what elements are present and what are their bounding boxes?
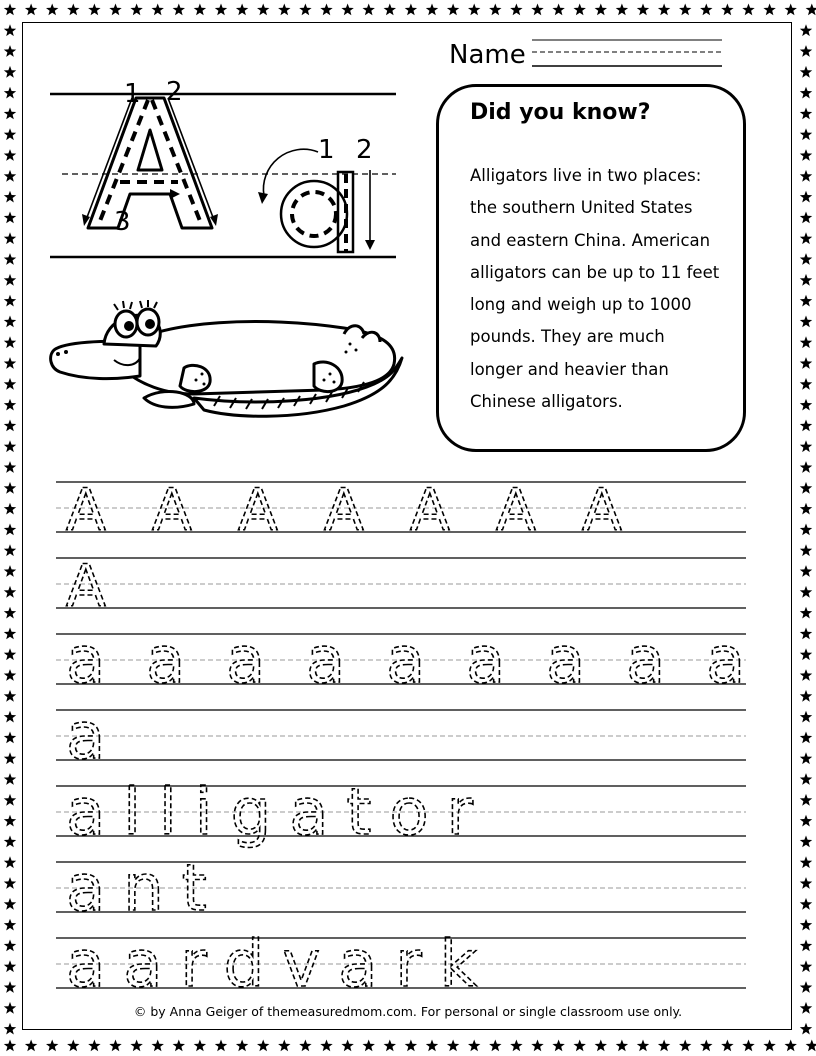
star-icon — [800, 898, 812, 910]
star-icon — [800, 732, 812, 744]
star-icon — [468, 4, 480, 16]
star-icon — [4, 420, 16, 432]
star-icon — [4, 45, 16, 57]
star-icon — [4, 669, 16, 681]
star-icon — [800, 607, 812, 619]
star-icon — [806, 1040, 816, 1052]
fact-line: alligators can be up to 11 feet — [470, 262, 720, 282]
star-icon — [67, 4, 79, 16]
star-icon — [658, 4, 670, 16]
star-icon — [4, 253, 16, 265]
copyright-footer: © by Anna Geiger of themeasuredmom.com. For personal or single classroom use only. — [133, 1004, 683, 1019]
star-icon — [4, 357, 16, 369]
star-icon — [595, 4, 607, 16]
alligator-illustration — [44, 298, 414, 428]
star-icon — [700, 1040, 712, 1052]
star-icon — [574, 4, 586, 16]
stroke-number-lower-2: 2 — [356, 135, 373, 165]
trace-letter: A — [152, 476, 192, 544]
star-icon — [4, 461, 16, 473]
star-icon — [800, 836, 812, 848]
star-icon — [800, 981, 812, 993]
star-icon — [4, 482, 16, 494]
stroke-number-3: 3 — [114, 207, 131, 237]
star-icon — [4, 940, 16, 952]
star-icon — [4, 4, 16, 16]
star-icon — [215, 4, 227, 16]
star-icon — [320, 1040, 332, 1052]
star-icon — [173, 4, 185, 16]
star-icon — [800, 212, 812, 224]
star-icon — [4, 24, 16, 36]
star-icon — [800, 149, 812, 161]
star-icon — [800, 815, 812, 827]
star-icon — [800, 336, 812, 348]
trace-letter: A — [410, 476, 450, 544]
star-icon — [721, 1040, 733, 1052]
fact-line: Alligators live in two places: — [470, 166, 702, 185]
star-icon — [173, 1040, 185, 1052]
star-icon — [363, 1040, 375, 1052]
star-icon — [4, 586, 16, 598]
star-icon — [800, 440, 812, 452]
star-icon — [4, 544, 16, 556]
star-icon — [405, 4, 417, 16]
trace-word: aardvark — [66, 928, 495, 1000]
star-icon — [4, 295, 16, 307]
star-icon — [800, 66, 812, 78]
star-icon — [447, 1040, 459, 1052]
star-icon — [4, 836, 16, 848]
star-icon — [531, 4, 543, 16]
trace-letter: a — [146, 624, 186, 698]
fact-box-text — [470, 160, 742, 418]
star-icon — [785, 1040, 797, 1052]
star-icon — [800, 1023, 812, 1035]
star-icon — [152, 1040, 164, 1052]
star-icon — [616, 4, 628, 16]
star-icon — [800, 461, 812, 473]
star-icon — [299, 4, 311, 16]
star-icon — [320, 4, 332, 16]
star-icon — [800, 524, 812, 536]
star-icon — [257, 1040, 269, 1052]
star-icon — [800, 399, 812, 411]
star-icon — [4, 503, 16, 515]
star-icon — [4, 898, 16, 910]
star-icon — [800, 794, 812, 806]
star-icon — [46, 1040, 58, 1052]
star-icon — [800, 919, 812, 931]
trace-letter: A — [324, 476, 364, 544]
star-icon — [658, 1040, 670, 1052]
star-icon — [4, 1040, 16, 1052]
star-icon — [4, 960, 16, 972]
trace-letter: a — [546, 624, 586, 698]
star-icon — [109, 4, 121, 16]
star-icon — [4, 87, 16, 99]
trace-letter: a — [306, 624, 346, 698]
fact-line: the southern United States — [470, 198, 693, 218]
star-icon — [363, 4, 375, 16]
star-icon — [4, 794, 16, 806]
star-icon — [800, 544, 812, 556]
name-writing-line[interactable] — [532, 38, 722, 68]
star-icon — [742, 1040, 754, 1052]
trace-letter: a — [66, 700, 106, 774]
trace-letter: a — [466, 624, 506, 698]
lowercase-a-outline — [263, 149, 370, 252]
fact-line: Chinese alligators. — [470, 392, 623, 412]
star-icon — [800, 648, 812, 660]
star-icon — [405, 1040, 417, 1052]
star-icon — [4, 170, 16, 182]
star-icon — [800, 752, 812, 764]
star-icon — [4, 232, 16, 244]
star-icon — [800, 108, 812, 120]
fact-line: longer and heavier than — [470, 359, 669, 379]
star-icon — [4, 773, 16, 785]
star-icon — [574, 1040, 586, 1052]
stroke-number-1: 1 — [124, 79, 141, 109]
star-icon — [800, 232, 812, 244]
star-icon — [785, 4, 797, 16]
star-icon — [742, 4, 754, 16]
star-icon — [800, 628, 812, 640]
star-icon — [4, 919, 16, 931]
star-icon — [800, 586, 812, 598]
star-icon — [806, 4, 816, 16]
star-icon — [384, 1040, 396, 1052]
trace-letter: A — [496, 476, 536, 544]
star-icon — [4, 336, 16, 348]
star-icon — [800, 669, 812, 681]
stroke-number-2: 2 — [166, 77, 183, 107]
star-icon — [341, 1040, 353, 1052]
name-label: Name — [449, 40, 526, 70]
star-icon — [4, 274, 16, 286]
trace-word: ant — [66, 852, 225, 926]
star-icon — [194, 1040, 206, 1052]
star-icon — [552, 4, 564, 16]
trace-word: alligator — [66, 776, 491, 850]
star-icon — [4, 877, 16, 889]
star-icon — [67, 1040, 79, 1052]
star-icon — [4, 66, 16, 78]
trace-letter: a — [66, 624, 106, 698]
star-icon — [384, 4, 396, 16]
star-icon — [510, 4, 522, 16]
fact-box-title: Did you know? — [470, 100, 651, 125]
star-icon — [4, 732, 16, 744]
star-icon — [4, 440, 16, 452]
star-icon — [4, 108, 16, 120]
star-icon — [4, 212, 16, 224]
star-icon — [236, 1040, 248, 1052]
trace-letter: a — [626, 624, 666, 698]
star-icon — [299, 1040, 311, 1052]
uppercase-a-outline — [88, 98, 212, 228]
star-icon — [800, 295, 812, 307]
star-icon — [278, 1040, 290, 1052]
trace-letter: A — [238, 476, 278, 544]
star-icon — [763, 4, 775, 16]
star-icon — [4, 690, 16, 702]
star-icon — [4, 565, 16, 577]
star-icon — [800, 482, 812, 494]
star-icon — [800, 856, 812, 868]
star-icon — [25, 4, 37, 16]
star-icon — [552, 1040, 564, 1052]
star-icon — [215, 1040, 227, 1052]
star-icon — [4, 856, 16, 868]
star-icon — [531, 1040, 543, 1052]
star-icon — [426, 1040, 438, 1052]
star-icon — [88, 4, 100, 16]
star-icon — [4, 815, 16, 827]
star-icon — [4, 399, 16, 411]
star-icon — [800, 357, 812, 369]
star-icon — [489, 1040, 501, 1052]
star-icon — [257, 4, 269, 16]
star-icon — [800, 274, 812, 286]
star-icon — [616, 1040, 628, 1052]
star-icon — [46, 4, 58, 16]
stroke-number-lower-1: 1 — [318, 135, 335, 165]
star-icon — [341, 4, 353, 16]
trace-letter: A — [66, 552, 106, 620]
star-icon — [194, 4, 206, 16]
star-icon — [278, 4, 290, 16]
star-icon — [679, 4, 691, 16]
star-icon — [4, 628, 16, 640]
star-icon — [4, 981, 16, 993]
star-icon — [426, 4, 438, 16]
star-icon — [721, 4, 733, 16]
star-icon — [800, 378, 812, 390]
star-icon — [4, 316, 16, 328]
star-icon — [800, 940, 812, 952]
star-icon — [800, 191, 812, 203]
star-icon — [800, 170, 812, 182]
letter-formation-diagram — [50, 70, 410, 270]
star-icon — [510, 1040, 522, 1052]
star-icon — [800, 45, 812, 57]
star-icon — [800, 420, 812, 432]
star-icon — [4, 524, 16, 536]
star-icon — [4, 128, 16, 140]
star-icon — [4, 149, 16, 161]
star-icon — [595, 1040, 607, 1052]
star-icon — [489, 4, 501, 16]
star-icon — [800, 565, 812, 577]
star-icon — [4, 752, 16, 764]
star-icon — [800, 503, 812, 515]
trace-letter: A — [582, 476, 622, 544]
star-icon — [800, 773, 812, 785]
star-icon — [130, 1040, 142, 1052]
star-icon — [4, 191, 16, 203]
star-icon — [447, 4, 459, 16]
star-icon — [800, 690, 812, 702]
star-icon — [637, 4, 649, 16]
star-icon — [88, 1040, 100, 1052]
star-icon — [800, 960, 812, 972]
star-icon — [468, 1040, 480, 1052]
star-icon — [763, 1040, 775, 1052]
star-icon — [236, 4, 248, 16]
star-icon — [4, 711, 16, 723]
fact-line: long and weigh up to 1000 — [470, 295, 692, 315]
star-icon — [25, 1040, 37, 1052]
star-icon — [800, 128, 812, 140]
fact-line: and eastern China. American — [470, 230, 711, 250]
star-icon — [4, 1023, 16, 1035]
star-icon — [700, 4, 712, 16]
star-icon — [130, 4, 142, 16]
trace-letter: a — [706, 624, 746, 698]
star-icon — [800, 316, 812, 328]
fact-line: pounds. They are much — [470, 327, 665, 347]
star-icon — [800, 711, 812, 723]
star-icon — [4, 607, 16, 619]
star-icon — [109, 1040, 121, 1052]
star-icon — [800, 253, 812, 265]
star-icon — [4, 378, 16, 390]
star-icon — [679, 1040, 691, 1052]
trace-letter: a — [386, 624, 426, 698]
trace-letter: a — [226, 624, 266, 698]
star-icon — [800, 877, 812, 889]
trace-letter: A — [66, 476, 106, 544]
star-icon — [800, 87, 812, 99]
handwriting-practice-area[interactable] — [56, 470, 756, 1000]
star-icon — [4, 648, 16, 660]
star-icon — [800, 24, 812, 36]
star-icon — [152, 4, 164, 16]
star-icon — [637, 1040, 649, 1052]
